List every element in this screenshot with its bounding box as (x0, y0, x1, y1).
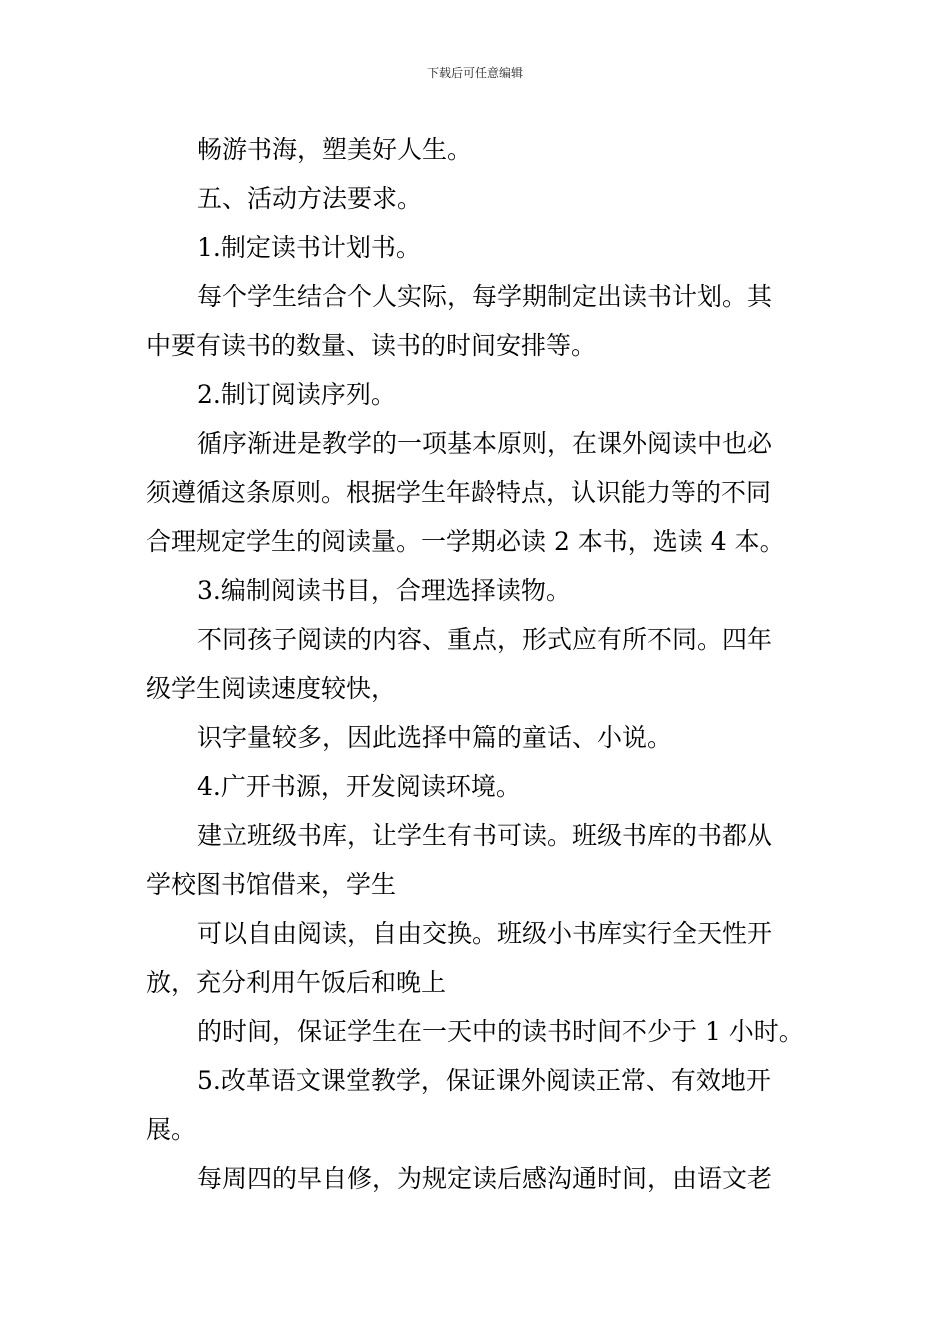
paragraph-line: 不同孩子阅读的内容、重点，形式应有所不同。四年 (197, 625, 773, 654)
paragraph-line: 学校图书馆借来，学生 (146, 870, 397, 899)
paragraph-line: 每周四的早自修，为规定读后感沟通时间，由语文老 (197, 1164, 773, 1193)
paragraph-line: 的时间，保证学生在一天中的读书时间不少于 1 小时。 (197, 1017, 804, 1046)
paragraph-line: 可以自由阅读，自由交换。班级小书库实行全天性开 (197, 919, 773, 948)
paragraph-line: 展。 (146, 1115, 197, 1144)
item-heading: 2.制订阅读序列。 (197, 380, 396, 409)
paragraph-line: 畅游书海，塑美好人生。 (197, 135, 473, 164)
paragraph-line: 识字量较多，因此选择中篇的童话、小说。 (197, 723, 673, 752)
item-heading: 4.广开书源，开发阅读环境。 (197, 772, 521, 801)
paragraph-line: 中要有读书的数量、读书的时间安排等。 (146, 331, 597, 360)
document-body (146, 125, 810, 1203)
paragraph-line: 合理规定学生的阅读量。一学期必读 2 本书，选读 4 本。 (146, 527, 785, 556)
paragraph-line: 放，充分利用午饭后和晚上 (146, 968, 447, 997)
paragraph-line: 每个学生结合个人实际，每学期制定出读书计划。其 (197, 282, 773, 311)
item-heading: 3.编制阅读书目，合理选择读物。 (197, 576, 571, 605)
paragraph-line: 循序渐进是教学的一项基本原则，在课外阅读中也必 (197, 429, 773, 458)
paragraph-line: 级学生阅读速度较快， (146, 674, 397, 703)
page-header: 下载后可任意编辑 (426, 66, 523, 80)
paragraph-line: 建立班级书库，让学生有书可读。班级书库的书都从 (197, 821, 773, 850)
item-heading: 1.制定读书计划书。 (197, 233, 421, 262)
item-heading: 5.改革语文课堂教学，保证课外阅读正常、有效地开 (197, 1066, 771, 1095)
paragraph-line: 须遵循这条原则。根据学生年龄特点，认识能力等的不同 (146, 478, 772, 507)
section-heading: 五、活动方法要求。 (197, 184, 423, 213)
